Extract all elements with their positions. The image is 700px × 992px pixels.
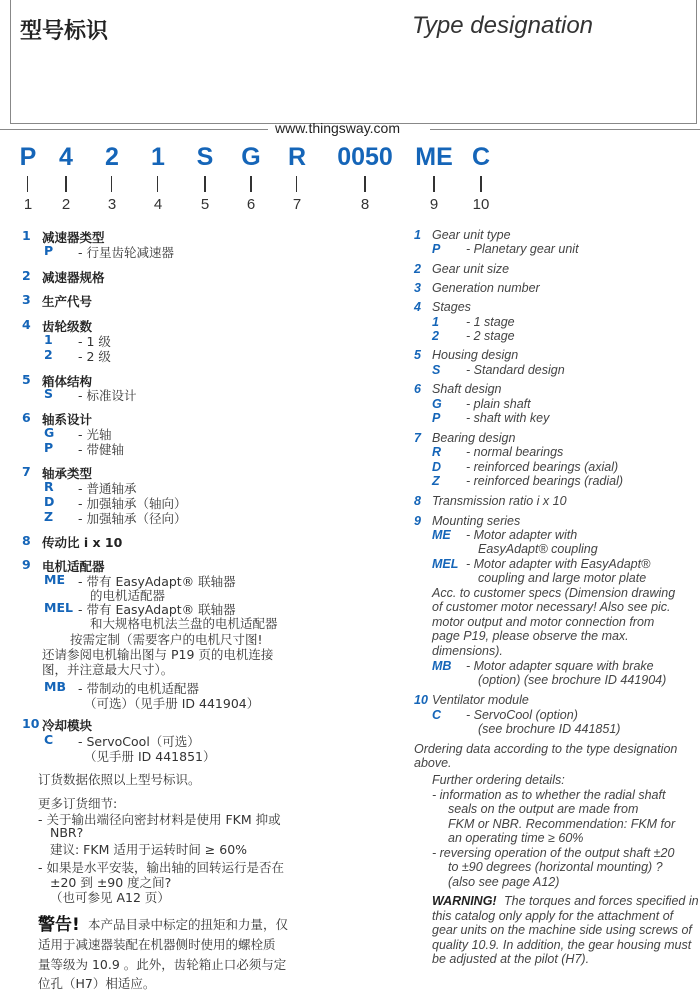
warning-text: this catalog only apply for the attachment of (432, 909, 674, 923)
note-text: 图，并注意最大尺寸）。 (42, 662, 174, 677)
code-tick (157, 176, 158, 192)
more-details-text: ±20 到 ±90 度之间? (50, 875, 172, 890)
note-text: motor output and motor connection from (432, 615, 655, 629)
section-number: 3 (22, 292, 31, 307)
section-number: 8 (414, 494, 421, 508)
section-number: 2 (22, 268, 31, 283)
option-key: S (432, 363, 441, 377)
code-tick (65, 176, 67, 192)
section-number: 3 (414, 281, 421, 295)
option-key: MB (432, 659, 452, 673)
option-key: 1 (432, 315, 439, 329)
code-tick (364, 176, 366, 192)
option-value: - Planetary gear unit (466, 242, 579, 256)
warning-heading: WARNING! (432, 894, 497, 908)
section-title: Gear unit type (432, 228, 511, 242)
more-details-text: - 如果是水平安装，输出轴的回转运行是否在 (38, 860, 284, 875)
option-key: R (432, 445, 442, 459)
note-text: Acc. to customer specs (Dimension drawing (432, 586, 676, 600)
code-tick (433, 176, 435, 192)
option-key: 2 (432, 329, 439, 343)
option-key: 1 (44, 332, 53, 347)
ordering-note: 订货数据依照以上型号标识。 (38, 772, 201, 787)
section-number: 6 (414, 382, 421, 396)
option-key: G (44, 425, 55, 440)
code-position: 2 (61, 196, 71, 213)
option-key: C (44, 732, 54, 747)
option-key: Z (44, 509, 54, 524)
section-number: 4 (22, 317, 31, 332)
note-text: dimensions). (432, 644, 503, 658)
code-segment: R (287, 143, 307, 171)
more-details-text: FKM or NBR. Recommendation: FKM for (448, 817, 676, 831)
title-chinese: 型号标识 (20, 19, 109, 44)
option-value: - 1 级 (78, 334, 111, 349)
code-segment: P (19, 143, 37, 171)
section-number: 2 (414, 262, 421, 276)
section-number: 9 (22, 557, 31, 572)
website-link[interactable]: www.thingsway.com (275, 120, 401, 136)
section-title: 箱体结构 (42, 374, 93, 389)
warning-text: gear units on the machine side using screws of (432, 923, 692, 937)
option-value: - Motor adapter with (466, 528, 578, 542)
more-details-text: to ±90 degrees (horizontal mounting) ? (448, 860, 663, 874)
section-title: 电机适配器 (42, 559, 105, 574)
warning-text: 本产品目录中标定的扭矩和力量，仅 (88, 917, 289, 932)
option-value: - ServoCool（可选） (78, 734, 200, 749)
option-value-cont: 和大规格电机法兰盘的电机适配器 (90, 616, 278, 631)
option-value-cont: 的电机适配器 (90, 588, 166, 603)
option-value: - reinforced bearings (radial) (466, 474, 624, 488)
more-details-text: （也可参见 A12 页） (50, 890, 170, 905)
option-value-cont: (option) (see brochure ID 441904) (478, 673, 667, 687)
note-text: 按需定制（需要客户的电机尺寸图! (70, 632, 263, 647)
option-value-cont: EasyAdapt® coupling (478, 542, 598, 556)
option-key: ME (44, 572, 65, 587)
more-details-text: seals on the output are made from (448, 802, 639, 816)
code-position: 3 (107, 196, 117, 213)
section-title: 减速器规格 (42, 270, 105, 285)
option-key: P (44, 243, 54, 258)
warning-text: 适用于减速器装配在机器侧时使用的螺栓质 (38, 937, 276, 952)
divider-mid-left (10, 129, 268, 130)
section-number: 1 (414, 228, 421, 242)
code-position: 4 (153, 196, 163, 213)
code-segment: 2 (105, 143, 119, 171)
section-title: 减速器类型 (42, 230, 105, 245)
section-title: 冷却模块 (42, 718, 93, 733)
option-value: - 行星齿轮减速器 (78, 245, 174, 260)
more-details-text: NBR? (50, 825, 84, 840)
option-key: S (44, 386, 54, 401)
option-key: MEL (44, 600, 73, 615)
section-title: Housing design (432, 348, 519, 362)
option-value: - 加强轴承（轴向） (78, 496, 187, 511)
option-key: 2 (44, 347, 53, 362)
section-title: Generation number (432, 281, 540, 295)
more-details-title: Further ordering details: (432, 773, 565, 787)
more-details-text: an operating time ≥ 60% (448, 831, 584, 845)
code-tick (27, 176, 28, 192)
code-tick (204, 176, 206, 192)
more-details-title: 更多订货细节: (38, 796, 118, 811)
code-segment: S (196, 143, 214, 171)
option-value: - 带有 EasyAdapt® 联轴器 (78, 574, 236, 589)
option-value: - 带健轴 (78, 442, 124, 457)
warning-text: 量等级为 10.9 。此外，齿轮箱止口必须与定 (38, 957, 287, 972)
option-value: - shaft with key (466, 411, 550, 425)
code-segment: C (471, 143, 491, 171)
more-details-text: - reversing operation of the output shaft ±20 (432, 846, 675, 860)
option-key: P (44, 440, 54, 455)
divider-left (0, 129, 10, 130)
section-number: 7 (414, 431, 421, 445)
warning-text: be adjusted at the pilot (H7). (432, 952, 590, 966)
warning-text: quality 10.9. In addition, the gear housing must (432, 938, 692, 952)
code-position: 6 (246, 196, 256, 213)
code-position: 1 (23, 196, 33, 213)
option-value-cont: （可选）（见手册 ID 441904） (84, 696, 260, 711)
code-position: 9 (429, 196, 439, 213)
option-value: - 带有 EasyAdapt® 联轴器 (78, 602, 236, 617)
more-details-text: 建议: FKM 适用于运转时间 ≥ 60% (50, 842, 248, 857)
note-text: 还请参阅电机输出图与 P19 页的电机连接 (42, 647, 274, 662)
code-position: 8 (360, 196, 370, 213)
section-number: 6 (22, 410, 31, 425)
option-key: G (432, 397, 442, 411)
more-details-text: (also see page A12) (448, 875, 560, 889)
code-segment: 4 (59, 143, 73, 171)
warning-text: The torques and forces specified in (504, 894, 699, 908)
code-position: 7 (292, 196, 302, 213)
option-value: - 2 级 (78, 349, 111, 364)
section-number: 10 (22, 716, 40, 731)
more-details-text: - information as to whether the radial shaft (432, 788, 666, 802)
section-number: 7 (22, 464, 31, 479)
option-value: - plain shaft (466, 397, 531, 411)
option-value: - Standard design (466, 363, 565, 377)
option-value-cont: (see brochure ID 441851) (478, 722, 621, 736)
option-value: - 1 stage (466, 315, 515, 329)
section-number: 4 (414, 300, 421, 314)
option-key: C (432, 708, 442, 722)
code-position: 5 (200, 196, 210, 213)
section-title: Shaft design (432, 382, 502, 396)
option-key: MEL (432, 557, 459, 571)
option-value: - Motor adapter with EasyAdapt® (466, 557, 651, 571)
warning-text: 位孔（H7）相适应。 (38, 976, 156, 991)
code-segment: 1 (151, 143, 165, 171)
section-title: Bearing design (432, 431, 516, 445)
option-key: Z (432, 474, 440, 488)
section-number: 1 (22, 228, 31, 243)
section-title: 齿轮级数 (42, 319, 93, 334)
option-value: - 普通轴承 (78, 481, 137, 496)
code-tick (480, 176, 482, 192)
section-title: Gear unit size (432, 262, 510, 276)
option-value: - 标准设计 (78, 388, 137, 403)
section-title: 生产代号 (42, 294, 93, 309)
code-segment: 0050 (337, 143, 393, 171)
section-title: 轴承类型 (42, 466, 93, 481)
option-key: D (432, 460, 442, 474)
divider-right (430, 129, 700, 130)
option-key: R (44, 479, 54, 494)
option-key: P (432, 242, 441, 256)
code-tick (111, 176, 112, 192)
option-key: D (44, 494, 55, 509)
section-title: 传动比 i x 10 (42, 535, 123, 550)
more-details-text: - 关于输出端径向密封材料是使用 FKM 抑或 (38, 812, 281, 827)
option-value-cont: （见手册 ID 441851） (84, 749, 216, 764)
header-box (10, 0, 697, 124)
code-tick (296, 176, 297, 192)
section-number: 5 (22, 372, 31, 387)
section-title: 轴系设计 (42, 412, 93, 427)
code-tick (250, 176, 252, 192)
section-number: 10 (414, 693, 428, 707)
option-value: - ServoCool (option) (466, 708, 578, 722)
section-number: 8 (22, 533, 31, 548)
ordering-note: above. (414, 756, 452, 770)
option-key: MB (44, 679, 66, 694)
section-number: 5 (414, 348, 421, 362)
option-value: - 光轴 (78, 427, 112, 442)
option-value-cont: coupling and large motor plate (478, 571, 647, 585)
option-value: - Motor adapter square with brake (466, 659, 654, 673)
option-value: - 2 stage (466, 329, 515, 343)
warning-heading: 警告! (38, 915, 80, 935)
section-number: 9 (414, 514, 421, 528)
note-text: of customer motor necessary! Also see pic. (432, 600, 671, 614)
code-segment: G (241, 143, 261, 171)
section-title: Stages (432, 300, 471, 314)
note-text: page P19, please observe the max. (432, 629, 629, 643)
code-position: 10 (472, 196, 490, 213)
code-segment: ME (415, 143, 453, 171)
option-key: P (432, 411, 441, 425)
option-key: ME (432, 528, 451, 542)
section-title: Ventilator module (432, 693, 529, 707)
section-title: Mounting series (432, 514, 521, 528)
ordering-note: Ordering data according to the type designation (414, 742, 678, 756)
option-value: - reinforced bearings (axial) (466, 460, 619, 474)
section-title: Transmission ratio i x 10 (432, 494, 567, 508)
option-value: - 加强轴承（径向） (78, 511, 187, 526)
option-value: - 带制动的电机适配器 (78, 681, 199, 696)
title-english: Type designation (412, 12, 594, 39)
option-value: - normal bearings (466, 445, 564, 459)
